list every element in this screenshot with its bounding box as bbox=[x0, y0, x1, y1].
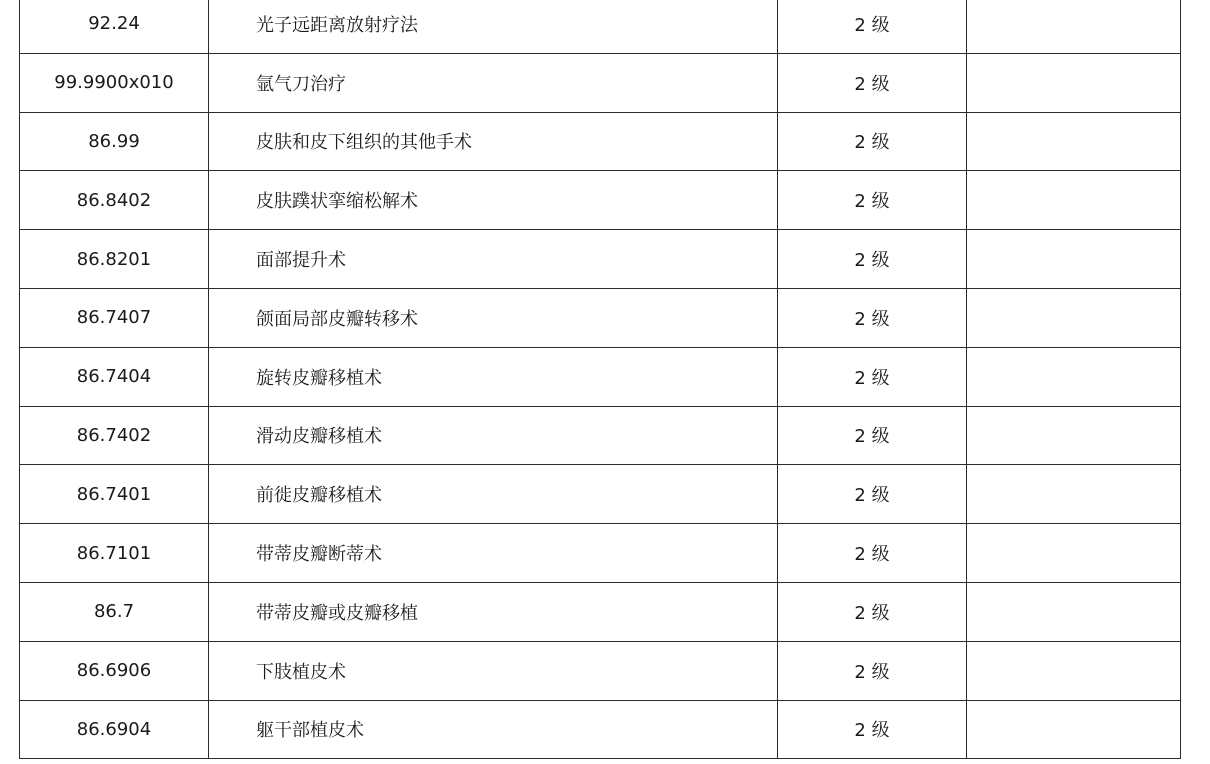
procedure-name-cell: 光子远距离放射疗法 bbox=[209, 0, 778, 53]
procedure-table-container bbox=[19, 0, 1180, 759]
procedure-name-cell: 前徙皮瓣移植术 bbox=[209, 465, 778, 524]
procedure-grade-cell: 2 级 bbox=[778, 230, 967, 289]
procedure-code-cell: 86.7 bbox=[20, 582, 209, 641]
procedure-name-cell: 颌面局部皮瓣转移术 bbox=[209, 288, 778, 347]
table-row bbox=[20, 406, 1181, 465]
procedure-code-cell: 86.7101 bbox=[20, 524, 209, 583]
procedure-grade-cell: 2 级 bbox=[778, 112, 967, 171]
procedure-code-cell: 92.24 bbox=[20, 0, 209, 53]
procedure-table-body bbox=[20, 0, 1181, 759]
procedure-code-cell: 86.8402 bbox=[20, 171, 209, 230]
table-row bbox=[20, 582, 1181, 641]
procedure-grade-cell: 2 级 bbox=[778, 347, 967, 406]
table-row bbox=[20, 112, 1181, 171]
procedure-code-cell: 86.7401 bbox=[20, 465, 209, 524]
procedure-code-cell: 86.7404 bbox=[20, 347, 209, 406]
procedure-grade-cell: 2 级 bbox=[778, 465, 967, 524]
table-row bbox=[20, 53, 1181, 112]
procedure-note-cell bbox=[967, 582, 1181, 641]
procedure-note-cell bbox=[967, 112, 1181, 171]
procedure-note-cell bbox=[967, 171, 1181, 230]
table-row bbox=[20, 700, 1181, 759]
table-row bbox=[20, 230, 1181, 289]
procedure-note-cell bbox=[967, 0, 1181, 53]
procedure-name-cell: 旋转皮瓣移植术 bbox=[209, 347, 778, 406]
procedure-name-cell: 氩气刀治疗 bbox=[209, 53, 778, 112]
procedure-note-cell bbox=[967, 641, 1181, 700]
procedure-code-cell: 99.9900x010 bbox=[20, 53, 209, 112]
procedure-table bbox=[19, 0, 1181, 759]
procedure-note-cell bbox=[967, 700, 1181, 759]
procedure-note-cell bbox=[967, 347, 1181, 406]
procedure-code-cell: 86.6904 bbox=[20, 700, 209, 759]
procedure-grade-cell: 2 级 bbox=[778, 406, 967, 465]
procedure-grade-cell: 2 级 bbox=[778, 582, 967, 641]
table-row bbox=[20, 347, 1181, 406]
table-row bbox=[20, 641, 1181, 700]
procedure-note-cell bbox=[967, 288, 1181, 347]
procedure-code-cell: 86.6906 bbox=[20, 641, 209, 700]
procedure-name-cell: 皮肤和皮下组织的其他手术 bbox=[209, 112, 778, 171]
procedure-name-cell: 躯干部植皮术 bbox=[209, 700, 778, 759]
procedure-code-cell: 86.8201 bbox=[20, 230, 209, 289]
procedure-grade-cell: 2 级 bbox=[778, 524, 967, 583]
procedure-grade-cell: 2 级 bbox=[778, 171, 967, 230]
procedure-name-cell: 带蒂皮瓣或皮瓣移植 bbox=[209, 582, 778, 641]
procedure-note-cell bbox=[967, 53, 1181, 112]
procedure-grade-cell: 2 级 bbox=[778, 53, 967, 112]
procedure-name-cell: 下肢植皮术 bbox=[209, 641, 778, 700]
procedure-name-cell: 皮肤蹼状挛缩松解术 bbox=[209, 171, 778, 230]
procedure-grade-cell: 2 级 bbox=[778, 0, 967, 53]
table-row bbox=[20, 171, 1181, 230]
procedure-name-cell: 滑动皮瓣移植术 bbox=[209, 406, 778, 465]
procedure-note-cell bbox=[967, 230, 1181, 289]
procedure-note-cell bbox=[967, 406, 1181, 465]
procedure-code-cell: 86.7402 bbox=[20, 406, 209, 465]
table-row bbox=[20, 288, 1181, 347]
table-row bbox=[20, 524, 1181, 583]
procedure-code-cell: 86.7407 bbox=[20, 288, 209, 347]
table-row bbox=[20, 0, 1181, 53]
procedure-grade-cell: 2 级 bbox=[778, 700, 967, 759]
procedure-note-cell bbox=[967, 465, 1181, 524]
procedure-name-cell: 带蒂皮瓣断蒂术 bbox=[209, 524, 778, 583]
table-row bbox=[20, 465, 1181, 524]
procedure-grade-cell: 2 级 bbox=[778, 288, 967, 347]
procedure-name-cell: 面部提升术 bbox=[209, 230, 778, 289]
procedure-code-cell: 86.99 bbox=[20, 112, 209, 171]
procedure-grade-cell: 2 级 bbox=[778, 641, 967, 700]
procedure-note-cell bbox=[967, 524, 1181, 583]
